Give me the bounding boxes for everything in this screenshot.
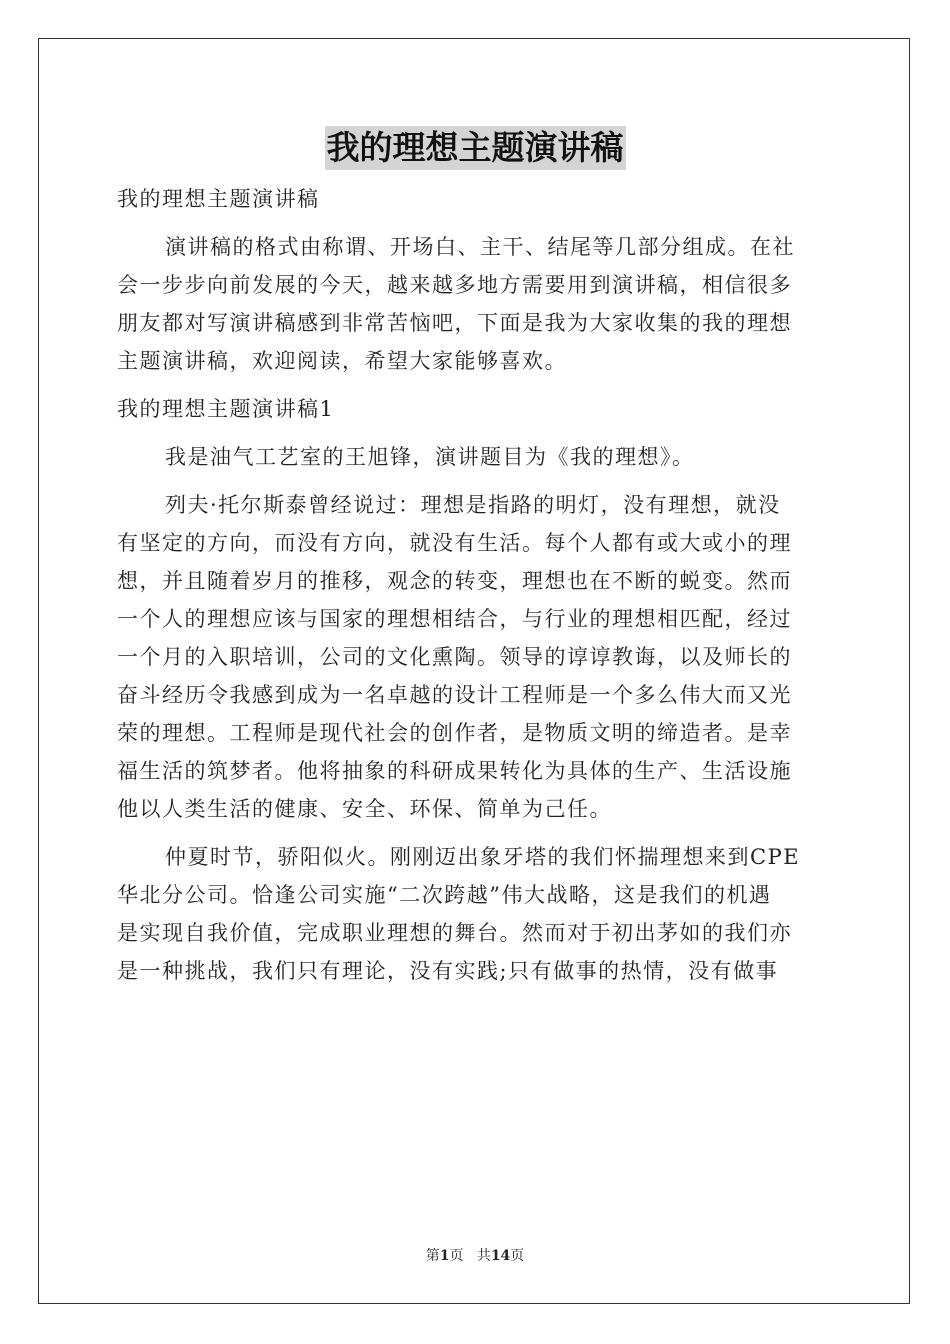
text-line: 朋友都对写演讲稿感到非常苦恼吧，下面是我为大家收集的我的理想 bbox=[117, 311, 792, 335]
paragraph-gap bbox=[117, 218, 833, 228]
text-line: 是一种挑战，我们只有理论，没有实践;只有做事的热情，没有做事 bbox=[117, 959, 779, 983]
footer-total-prefix: 共 bbox=[476, 1248, 491, 1264]
footer-current-page: 1 bbox=[439, 1248, 450, 1264]
text-line: 我的理想主题演讲稿 bbox=[117, 187, 320, 211]
title-container bbox=[0, 126, 950, 170]
text-line: 会一步步向前发展的今天，越来越多地方需要用到演讲稿，相信很多 bbox=[117, 273, 792, 297]
paragraph-gap bbox=[117, 476, 833, 486]
text-line: 我的理想主题演讲稿1 bbox=[117, 397, 335, 421]
text-line: 福生活的筑梦者。他将抽象的科研成果转化为具体的生产、生活设施 bbox=[117, 759, 792, 783]
text-line: 一个月的入职培训，公司的文化熏陶。领导的谆谆教诲，以及师长的 bbox=[117, 645, 792, 669]
paragraph-gap bbox=[117, 428, 833, 438]
text-line: 一个人的理想应该与国家的理想相结合，与行业的理想相匹配，经过 bbox=[117, 607, 792, 631]
footer-page-word: 页 bbox=[449, 1248, 464, 1264]
text-line: 荣的理想。工程师是现代社会的创作者，是物质文明的缔造者。是幸 bbox=[117, 721, 792, 745]
footer-total-pages: 14 bbox=[490, 1248, 511, 1264]
paragraph-gap bbox=[117, 828, 833, 838]
text-line: 仲夏时节，骄阳似火。刚刚迈出象牙塔的我们怀揣理想来到CPE bbox=[165, 845, 801, 869]
text-line: 列夫·托尔斯泰曾经说过：理想是指路的明灯，没有理想，就没 bbox=[165, 493, 781, 517]
paragraph-gap bbox=[117, 380, 833, 390]
footer-page-prefix: 第 bbox=[425, 1248, 440, 1264]
footer-total-suffix: 页 bbox=[510, 1248, 525, 1264]
text-line: 演讲稿的格式由称谓、开场白、主干、结尾等几部分组成。在社 bbox=[165, 235, 795, 259]
text-line: 我是油气工艺室的王旭锋，演讲题目为《我的理想》。 bbox=[165, 445, 695, 469]
text-line: 有坚定的方向，而没有方向，就没有生活。每个人都有或大或小的理 bbox=[117, 531, 792, 555]
text-line: 奋斗经历令我感到成为一名卓越的设计工程师是一个多么伟大而又光 bbox=[117, 683, 792, 707]
text-line: 是实现自我价值，完成职业理想的舞台。然而对于初出茅如的我们亦 bbox=[117, 921, 792, 945]
text-line: 想，并且随着岁月的推移，观念的转变，理想也在不断的蜕变。然而 bbox=[117, 569, 792, 593]
text-line: 主题演讲稿，欢迎阅读，希望大家能够喜欢。 bbox=[117, 349, 567, 373]
page-footer bbox=[0, 1245, 950, 1265]
document-title: 我的理想主题演讲稿 bbox=[325, 126, 626, 170]
document-body bbox=[117, 180, 833, 990]
text-line: 华北分公司。恰逢公司实施“二次跨越”伟大战略，这是我们的机遇 bbox=[117, 883, 772, 907]
text-line: 他以人类生活的健康、安全、环保、简单为己任。 bbox=[117, 797, 612, 821]
